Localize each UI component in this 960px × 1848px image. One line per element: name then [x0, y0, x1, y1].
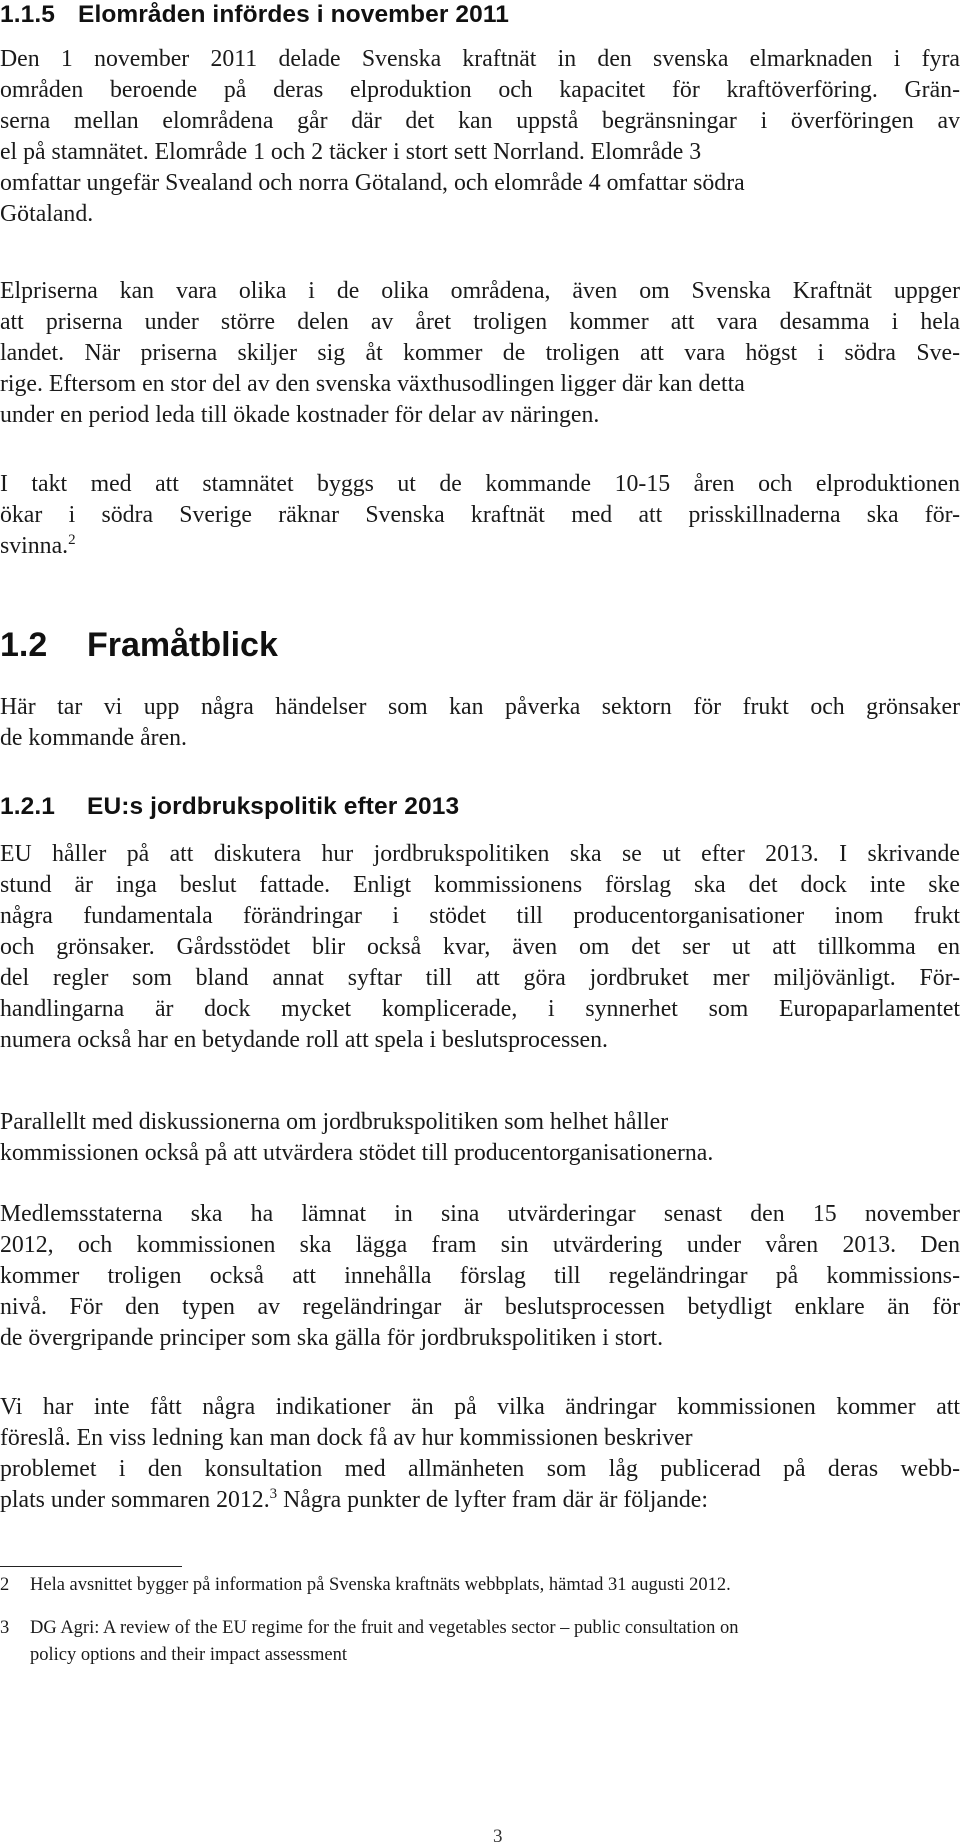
heading-1-2 [0, 624, 960, 666]
heading-title: Framåtblick [87, 626, 278, 664]
paragraph [0, 692, 960, 754]
text-line: de kommande åren. [0, 725, 187, 751]
text-line: numera också har en betydande roll att spela i beslutsprocessen. [0, 1027, 608, 1053]
footnote [0, 1572, 960, 1599]
text-line: kommer troligen också att innehålla förslag till regeländringar på kommissions- [0, 1263, 960, 1289]
text-line: 2012, och kommissionen ska lägga fram sin utvärdering under våren 2013. Den [0, 1232, 960, 1258]
paragraph [0, 1392, 960, 1516]
footnote [0, 1615, 960, 1669]
text-line: serna mellan elområdena går där det kan uppstå begränsningar i överföringen av [0, 108, 960, 134]
text-line: Vi har inte fått några indikationer än på vilka ändringar kommissionen kommer att [0, 1394, 960, 1420]
heading-number: 1.1.5 [0, 1, 55, 28]
text-line: Den 1 november 2011 delade Svenska kraftnät in den svenska elmarknaden i fyra [0, 46, 960, 72]
text-line: Elpriserna kan vara olika i de olika områdena, även om Svenska Kraftnät uppger [0, 278, 960, 304]
text-line: några fundamentala förändringar i stödet till producentorganisationer inom frukt [0, 903, 960, 929]
footnote-line [0, 1572, 960, 1599]
paragraph [0, 839, 960, 1056]
heading-title: Elområden infördes i november 2011 [78, 1, 509, 28]
heading-title: EU:s jordbrukspolitik efter 2013 [87, 793, 460, 820]
footnote-number: 2 [0, 1575, 10, 1595]
text-line: Här tar vi upp några händelser som kan påverka sektorn för frukt och grönsaker [0, 694, 960, 720]
text-fragment: Några punkter de lyfter fram där är följande: [277, 1487, 708, 1513]
text-line: landet. När priserna skiljer sig åt kommer de troligen att vara högst i södra Sve- [0, 340, 960, 366]
text-line: föreslå. En viss ledning kan man dock få av hur kommissionen beskriver [0, 1425, 693, 1451]
text-line: nivå. För den typen av regeländringar är beslutsprocessen betydligt enklare än för [0, 1294, 960, 1320]
text-line: under en period leda till ökade kostnader för delar av näringen. [0, 402, 600, 428]
text-fragment: plats under sommaren 2012. [0, 1487, 270, 1513]
footnote-line [0, 1615, 960, 1642]
text-line: ökar i södra Sverige räknar Svenska kraftnät med att prisskillnaderna ska för- [0, 502, 960, 528]
text-line: del regler som bland annat syftar till att göra jordbruket mer miljövänligt. För- [0, 965, 960, 991]
footnote-number: 3 [0, 1618, 10, 1638]
heading-1-2-1 [0, 792, 960, 822]
footnote-text: DG Agri: A review of the EU regime for the fruit and vegetables sector – public consultation on [30, 1618, 739, 1638]
heading-1-1-5 [0, 0, 960, 30]
text-line: att priserna under större delen av året troligen kommer att vara desamma i hela [0, 309, 960, 335]
text-line: Götaland. [0, 201, 94, 227]
footnote-ref: 2 [68, 532, 76, 549]
text-line: de övergripande principer som ska gälla för jordbrukspolitiken i stort. [0, 1325, 664, 1351]
footnote-text: policy options and their impact assessment [30, 1645, 348, 1665]
text-fragment: svinna. [0, 533, 69, 559]
text-line: problemet i den konsultation med allmänheten som låg publicerad på deras webb- [0, 1456, 960, 1482]
text-line: rige. Eftersom en stor del av den svenska växthusodlingen ligger där kan detta [0, 371, 745, 397]
text-line: EU håller på att diskutera hur jordbrukspolitiken ska se ut efter 2013. I skrivande [0, 841, 960, 867]
text-line: Medlemsstaterna ska ha lämnat in sina utvärderingar senast den 15 november [0, 1201, 960, 1227]
page-number: 3 [493, 1826, 503, 1847]
footnote-divider [0, 1566, 182, 1567]
text-line [0, 1485, 960, 1516]
text-line: handlingarna är dock mycket komplicerade, i synnerhet som Europaparlamentet [0, 996, 960, 1022]
text-line: kommissionen också på att utvärdera stödet till producentorganisationerna. [0, 1140, 714, 1166]
text-line: I takt med att stamnätet byggs ut de kommande 10-15 åren och elproduktionen [0, 471, 960, 497]
text-line: stund är inga beslut fattade. Enligt kommissionens förslag ska det dock inte ske [0, 872, 960, 898]
paragraph [0, 1107, 960, 1169]
paragraph [0, 276, 960, 431]
text-line: och grönsaker. Gårdsstödet blir också kvar, även om det ser ut att tillkomma en [0, 934, 960, 960]
heading-number: 1.2.1 [0, 793, 55, 820]
paragraph [0, 469, 960, 562]
text-line: Parallellt med diskussionerna om jordbrukspolitiken som helhet håller [0, 1109, 669, 1135]
text-line: områden beroende på deras elproduktion och kapacitet för kraftöverföring. Grän- [0, 77, 960, 103]
footnote-text: Hela avsnittet bygger på information på Svenska kraftnäts webbplats, hämtad 31 augusti 2012. [30, 1575, 731, 1595]
text-line: omfattar ungefär Svealand och norra Götaland, och elområde 4 omfattar södra [0, 170, 745, 196]
text-line: el på stamnätet. Elområde 1 och 2 täcker i stort sett Norrland. Elområde 3 [0, 139, 702, 165]
heading-number: 1.2 [0, 626, 48, 664]
text-line [0, 531, 960, 562]
paragraph [0, 44, 960, 230]
footnote-ref: 3 [269, 1486, 278, 1503]
paragraph [0, 1199, 960, 1354]
